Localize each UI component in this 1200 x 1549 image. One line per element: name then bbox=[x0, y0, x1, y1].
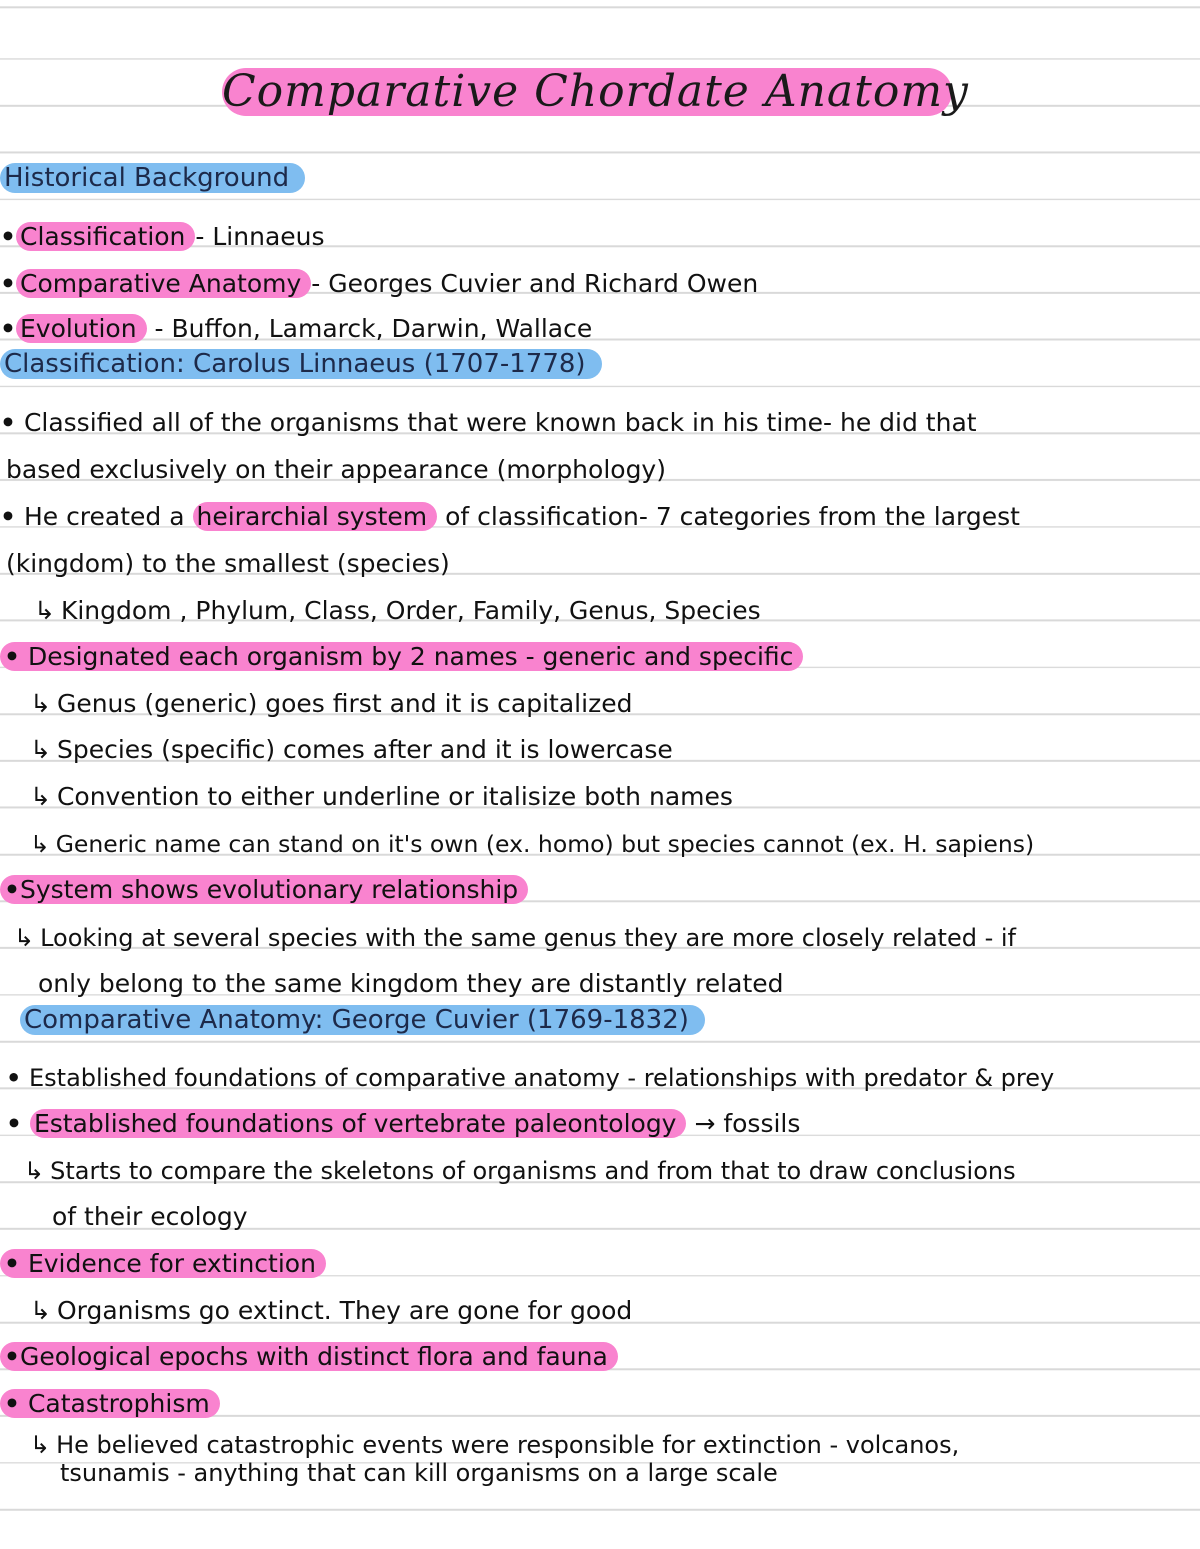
text-line: based exclusively on their appearance (morphology) bbox=[6, 455, 666, 484]
bullet-dot-icon: • bbox=[4, 1389, 20, 1418]
return-arrow-icon: ↳ bbox=[24, 1157, 45, 1185]
text-line: of their ecology bbox=[52, 1202, 248, 1231]
sub-item: ↳ Convention to either underline or italisize both names bbox=[30, 780, 733, 814]
list-item: • Comparative Anatomy - Georges Cuvier and Richard Owen bbox=[0, 269, 759, 298]
return-arrow-icon: ↳ bbox=[30, 830, 50, 858]
bullet-dot-icon: • bbox=[6, 1064, 22, 1092]
bullet-dot-icon: • bbox=[4, 875, 20, 904]
sub-item: ↳ He believed catastrophic events were responsible for extinction - volcanos, bbox=[30, 1428, 959, 1462]
bullet-dot-icon: • bbox=[4, 1342, 20, 1371]
list-item bbox=[0, 1247, 326, 1281]
highlight-term: • Evidence for extinction bbox=[0, 1249, 326, 1278]
highlight-term: • Designated each organism by 2 names - generic and specific bbox=[0, 642, 803, 671]
text-line: tsunamis - anything that can kill organisms on a large scale bbox=[60, 1459, 778, 1487]
sub-item: ↳ Species (specific) comes after and it is lowercase bbox=[30, 733, 673, 767]
return-arrow-icon: ↳ bbox=[30, 782, 51, 811]
list-item: • He created a heirarchial system of classification- 7 categories from the largest bbox=[0, 502, 1020, 531]
title-block bbox=[222, 62, 969, 122]
bullet-dot-icon: • bbox=[6, 1109, 22, 1138]
list-item bbox=[0, 873, 528, 907]
bullet-dot-icon: • bbox=[0, 269, 16, 298]
list-item bbox=[0, 640, 803, 674]
section-heading-linnaeus: Classification: Carolus Linnaeus (1707-1778) bbox=[0, 347, 602, 381]
return-arrow-icon: ↳ bbox=[14, 924, 35, 952]
bullet-dot-icon: • bbox=[4, 642, 20, 671]
return-arrow-icon: ↳ bbox=[30, 735, 51, 764]
highlight-term: heirarchial system bbox=[193, 502, 438, 531]
return-arrow-icon: ↳ bbox=[30, 689, 51, 718]
list-item: • Evolution - Buffon, Lamarck, Darwin, Wallace bbox=[0, 314, 593, 343]
sub-item: ↳ Kingdom , Phylum, Class, Order, Family, Genus, Species bbox=[34, 594, 761, 628]
bullet-dot-icon: • bbox=[0, 222, 16, 251]
list-item: • Established foundations of vertebrate paleontology → fossils bbox=[6, 1109, 801, 1138]
highlight-term: •Geological epochs with distinct flora and fauna bbox=[0, 1342, 618, 1371]
highlight-term: • Catastrophism bbox=[0, 1389, 220, 1418]
section-heading-cuvier: Comparative Anatomy: George Cuvier (1769-1832) bbox=[20, 1003, 705, 1037]
bullet-dot-icon: • bbox=[0, 502, 16, 531]
page-title: Comparative Chordate Anatomy bbox=[222, 66, 969, 117]
sub-item: ↳ Generic name can stand on it's own (ex. homo) but species cannot (ex. H. sapiens) bbox=[30, 827, 1034, 861]
highlight-term: •System shows evolutionary relationship bbox=[0, 875, 528, 904]
text-line: only belong to the same kingdom they are distantly related bbox=[38, 969, 784, 998]
return-arrow-icon: ↳ bbox=[34, 596, 55, 625]
highlight-term: Comparative Anatomy bbox=[16, 269, 311, 298]
list-item bbox=[0, 1387, 220, 1421]
sub-item: ↳ Starts to compare the skeletons of organisms and from that to draw conclusions bbox=[24, 1154, 1016, 1188]
highlight-term: Established foundations of vertebrate paleontology bbox=[30, 1109, 687, 1138]
list-item: • Classification - Linnaeus bbox=[0, 222, 325, 251]
return-arrow-icon: ↳ bbox=[30, 1431, 51, 1459]
bullet-dot-icon: • bbox=[0, 314, 16, 343]
sub-item: ↳ Looking at several species with the same genus they are more closely related - if bbox=[14, 921, 1016, 955]
list-item: • Classified all of the organisms that were known back in his time- he did that bbox=[0, 408, 977, 437]
sub-item: ↳ Organisms go extinct. They are gone for good bbox=[30, 1294, 632, 1328]
list-item bbox=[0, 1340, 618, 1374]
section-heading-historical: Historical Background bbox=[0, 161, 305, 195]
bullet-dot-icon: • bbox=[0, 408, 16, 437]
return-arrow-icon: ↳ bbox=[30, 1296, 51, 1325]
text-line: (kingdom) to the smallest (species) bbox=[6, 549, 450, 578]
bullet-dot-icon: • bbox=[4, 1249, 20, 1278]
highlight-term: Evolution bbox=[16, 314, 147, 343]
sub-item: ↳ Genus (generic) goes first and it is capitalized bbox=[30, 687, 632, 721]
highlight-term: Classification bbox=[16, 222, 195, 251]
list-item: • Established foundations of comparative anatomy - relationships with predator & prey bbox=[6, 1064, 1055, 1092]
